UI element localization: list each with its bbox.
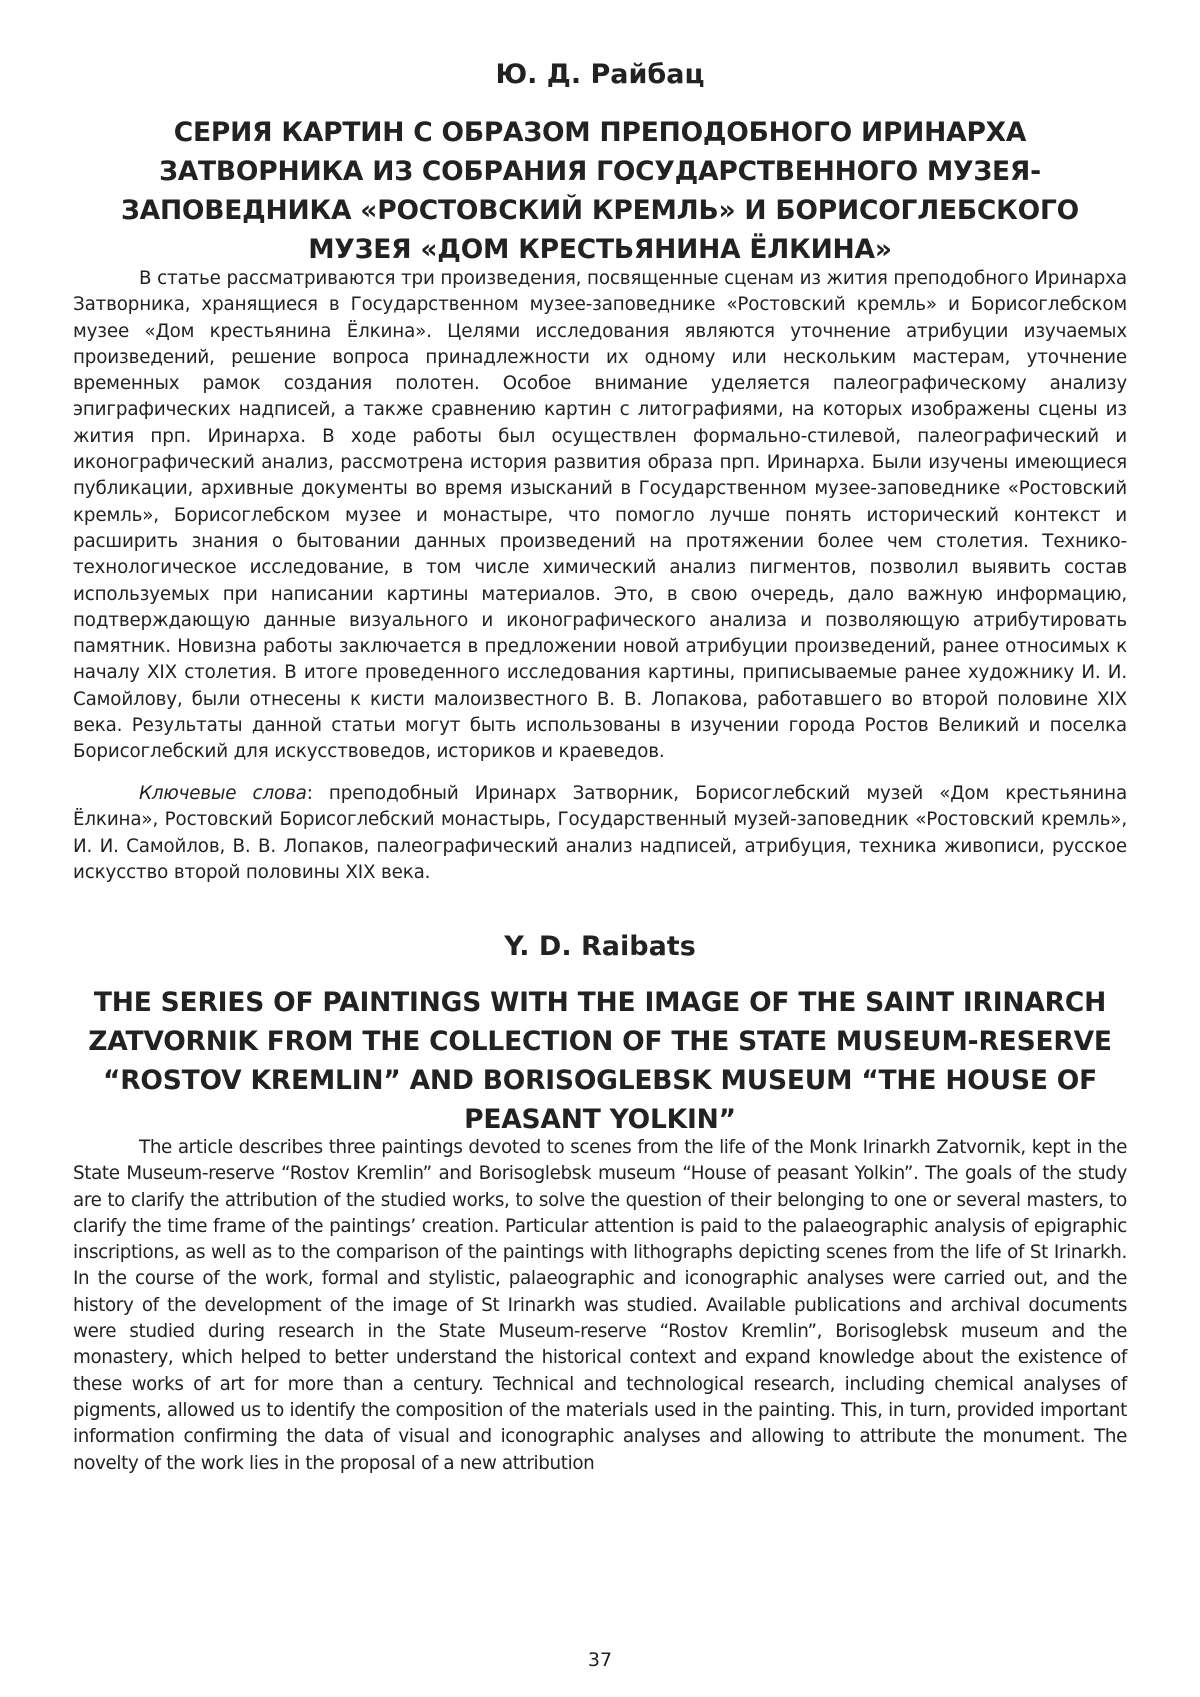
author-en: Y. D. Raibats bbox=[504, 931, 696, 962]
abstract-ru: В статье рассматриваются три произведения, посвященные сценам из жития преподобного Иринарха Затворника, хранящиеся в Государственном музее-заповеднике «Ростовский кремль» и Борисоглебском музее «Дом крестьянина Ёлкина». Целями исследования являются уточнение атрибуции изучаемых произведений, решение вопроса принадлежности их одному или нескольким мастерам, уточнение временных рамок создания полотен. Особое внимание уделяется палеографическому анализу эпиграфических надписей, а также сравнению картин с литографиями, на которых изображены сцены из жития прп. Иринарха. В ходе работы был осуществлен формально-стилевой, палеографический и иконографический анализ, рассмотрена история развития образа прп. Иринарха. Были изучены имеющиеся публикации, архивные документы во время изысканий в Государственном музее-заповеднике «Ростовский кремль», Борисоглебском музее и монастыре, что помогло лучше понять исторический контекст и расширить знания о бытовании данных произведений на протяжении более чем столетия. Технико-технологическое исследование, в том числе химический анализ пигментов, позволил выявить состав используемых при написании картины материалов. Это, в свою очередь, дало важную информацию, подтверждающую данные визуального и иконографического анализа и позволяющую атрибутировать памятник. Новизна работы заключается в предложении новой атрибуции произведений, ранее относимых к началу XIX столетия. В итоге проведенного исследования картины, приписываемые ранее художнику И. И. Самойлову, были отнесены к кисти малоизвестного В. В. Лопакова, работавшего во второй половине XIX века. Результаты данной статьи могут быть использованы в изучении города Ростов Великий и поселка Борисоглебский для искусствоведов, историков и краеведов. bbox=[73, 268, 1127, 763]
title-en: THE SERIES OF PAINTINGS WITH THE IMAGE OF THE SAINT IRINARCH ZATVORNIK FROM THE COLLECTION OF THE STATE MUSEUM-RESERVE “ROSTOV KREMLIN” AND BORISOGLEBSK MUSEUM “THE HOUSE OF PEASANT YOLKIN” bbox=[88, 987, 1112, 1135]
page-number: 37 bbox=[587, 1649, 613, 1671]
keywords-list: : преподобный Иринарх Затворник, Борисоглебский музей «Дом крестьянина Ёлкина», Ростовский Борисоглебский монастырь, Государственный музей-заповедник «Ростовский кремль», И. И. Самойлов, В. В. Лопаков, палеографический анализ надписей, атрибуция, техника живописи, русское искусство второй половины XIX века. bbox=[73, 783, 1127, 883]
author-ru: Ю. Д. Райбац bbox=[495, 59, 705, 90]
abstract-en: The article describes three paintings devoted to scenes from the life of the Monk Irinarkh Zatvornik, kept in the State Museum-reserve “Rostov Kremlin” and Borisoglebsk museum “House of peasant Yolkin”. The goals of the study are to clarify the attribution of the studied works, to solve the question of their belonging to one or several masters, to clarify the time frame of the paintings’ creation. Particular attention is paid to the palaeographic analysis of epigraphic inscriptions, as well as to the comparison of the paintings with lithographs depicting scenes from the life of St Irinarkh. In the course of the work, formal and stylistic, palaeographic and iconographic analyses were carried out, and the history of the development of the image of St Irinarkh was studied. Available publications and archival documents were studied during research in the State Museum-reserve “Rostov Kremlin”, Borisoglebsk museum and the monastery, which helped to better understand the historical context and expand knowledge about the existence of these works of art for more than a century. Technical and technological research, including chemical analyses of pigments, allowed us to identify the composition of the materials used in the painting. This, in turn, provided important information confirming the data of visual and iconographic analyses and allowing to attribute the monument. The novelty of the work lies in the proposal of a new attribution bbox=[73, 1137, 1127, 1474]
title-ru: СЕРИЯ КАРТИН С ОБРАЗОМ ПРЕПОДОБНОГО ИРИНАРХА ЗАТВОРНИКА ИЗ СОБРАНИЯ ГОСУДАРСТВЕННОГО МУЗЕЯ-ЗАПОВЕДНИКА «РОСТОВСКИЙ КРЕМЛЬ» И БОРИСОГЛЕБСКОГО МУЗЕЯ «ДОМ КРЕСТЬЯНИНА ЁЛКИНА» bbox=[121, 117, 1079, 265]
keywords-label: Ключевые слова bbox=[139, 783, 307, 804]
keywords-ru bbox=[73, 781, 1127, 886]
